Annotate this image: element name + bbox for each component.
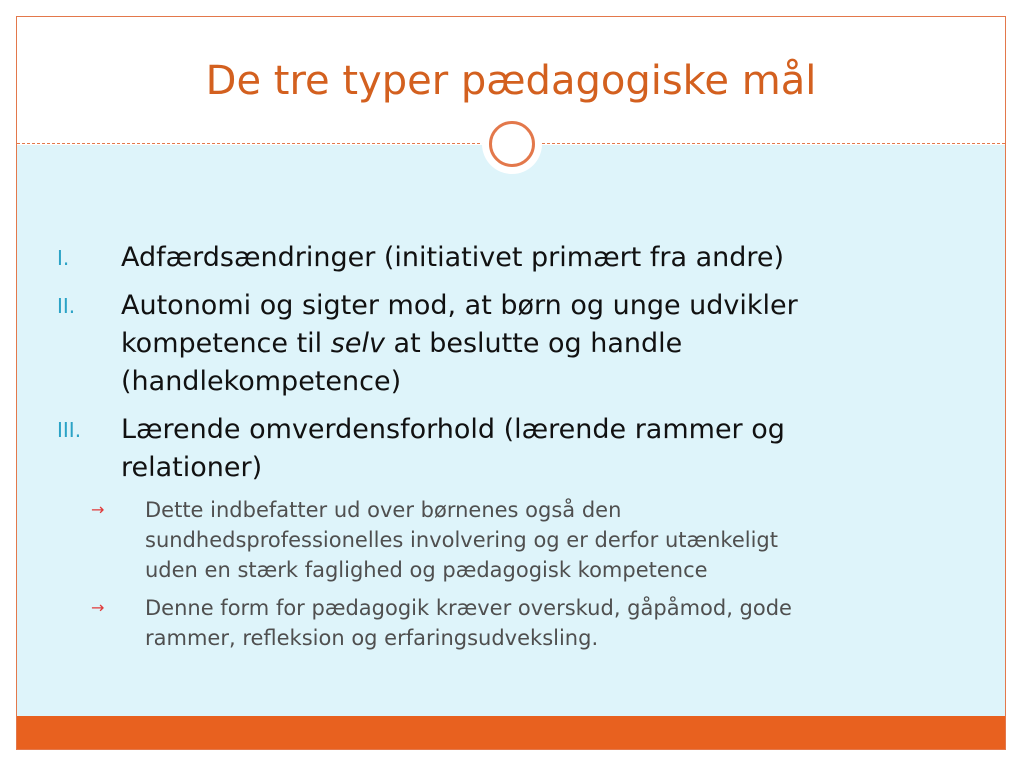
sub-item-text: rammer, refleksion og erfaringsudveksling. — [145, 626, 599, 650]
list-number: III. — [57, 418, 82, 442]
sub-item-text: Denne form for pædagogik kræver overskud, gåpåmod, gode — [145, 596, 792, 620]
sub-item-text: uden en stærk faglighed og pædagogisk kompetence — [145, 558, 708, 582]
list-item-text: relationer) — [121, 452, 263, 483]
content-area — [17, 145, 1005, 716]
text-segment: kompetence til — [121, 328, 331, 359]
circle-ornament-icon — [489, 121, 535, 167]
list-item-text — [121, 325, 682, 363]
list-item-text: Autonomi og sigter mod, at børn og unge udvikler — [121, 290, 798, 321]
slide — [16, 16, 1006, 750]
sub-item-text: sundhedsprofessionelles involvering og er derfor utænkeligt — [145, 528, 778, 552]
list-item-text: Lærende omverdensforhold (lærende rammer og — [121, 414, 785, 445]
footer-bar — [17, 716, 1005, 749]
sub-item-text: Dette indbefatter ud over børnenes også den — [145, 498, 622, 522]
list-number: I. — [57, 246, 70, 270]
emphasis-text: selv — [330, 328, 385, 359]
text-segment: at beslutte og handle — [384, 328, 683, 359]
list-item-text: (handlekompetence) — [121, 366, 402, 397]
slide-title: De tre typer pædagogiske mål — [205, 58, 817, 104]
list-number: II. — [57, 294, 76, 318]
arrow-right-icon: → — [91, 598, 105, 617]
list-item-text: Adfærdsændringer (initiativet primært fra andre) — [121, 242, 785, 273]
arrow-right-icon: → — [91, 500, 105, 519]
